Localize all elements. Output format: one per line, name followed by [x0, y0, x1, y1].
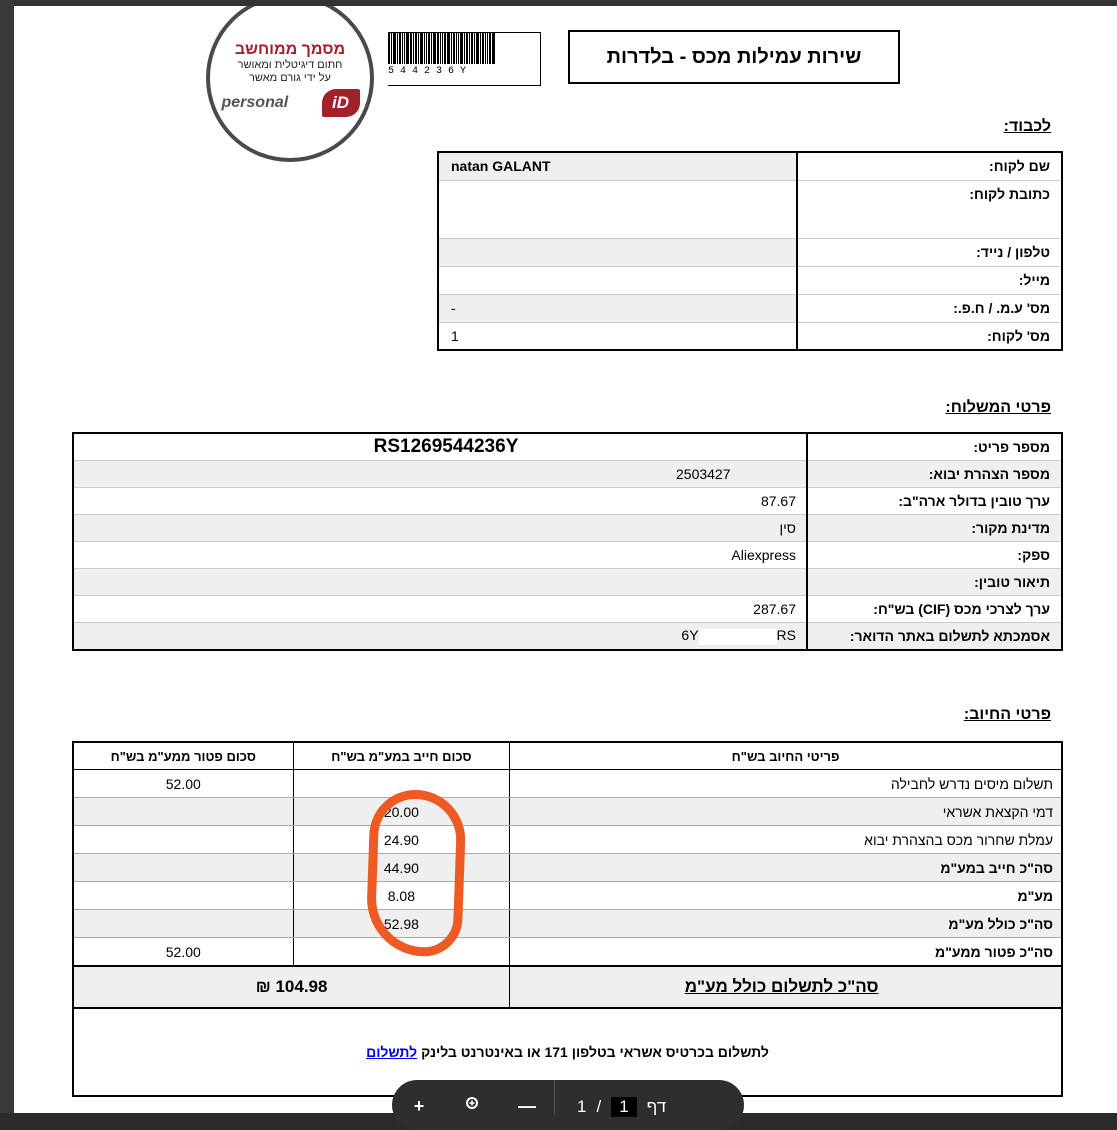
page-indicator — [577, 1080, 666, 1117]
zoom-in-button[interactable]: + — [413, 1096, 425, 1116]
client-label: כתובת לקוח: — [797, 180, 1062, 238]
document-title: שירות עמילות מכס - בלדרות — [568, 30, 900, 84]
pdf-viewer-toolbar — [392, 1080, 744, 1130]
total-label: סה"כ לתשלום כולל מע"מ — [510, 966, 1062, 1008]
shipment-label: מספר הצהרת יבוא: — [807, 461, 1062, 488]
charge-exempt: 52.00 — [73, 938, 293, 967]
charge-exempt — [73, 910, 293, 938]
barcode-number: 544236Y — [388, 66, 473, 77]
shipment-label: ערך טובין בדולר ארה"ב: — [807, 488, 1062, 515]
payment-note-text: לתשלום בכרטיס אשראי בטלפון 171 או באינטרנט בלינק — [421, 1044, 769, 1060]
zoom-out-button[interactable]: — — [518, 1096, 536, 1116]
page-label: דף — [646, 1097, 667, 1116]
client-phone — [438, 238, 797, 266]
shipment-label: מדינת מקור: — [807, 515, 1062, 542]
column-header: סכום חייב במע"מ בש"ח — [293, 742, 510, 770]
total-amount: 104.98 ₪ — [73, 966, 510, 1008]
charge-desc: עמלת שחרור מכס בהצהרת יבוא — [510, 826, 1062, 854]
charge-taxable: 52.98 — [293, 910, 510, 938]
magnifier-icon[interactable] — [446, 1080, 500, 1117]
column-header: פריטי החיוב בש"ח — [510, 742, 1062, 770]
import-declaration: 2503427 — [73, 461, 807, 488]
stamp-title: מסמך ממוחשב — [234, 41, 346, 58]
total-pages: 1 — [611, 1097, 636, 1117]
shipment-label: ערך לצרכי מכס (CIF) בש"ח: — [807, 596, 1062, 623]
charge-exempt — [73, 882, 293, 910]
charge-taxable: 24.90 — [293, 826, 510, 854]
payment-reference: 6Y RS — [73, 623, 807, 651]
current-page[interactable]: 1 — [577, 1097, 587, 1116]
charge-taxable: 44.90 — [293, 854, 510, 882]
barcode-frame — [388, 32, 541, 86]
shipment-label: תיאור טובין: — [807, 569, 1062, 596]
client-heading: לכבוד: — [1003, 118, 1051, 135]
charge-desc: סה"כ חייב במע"מ — [510, 854, 1062, 882]
page-separator: / — [596, 1097, 602, 1116]
column-header: סכום פטור ממע"מ בש"ח — [73, 742, 293, 770]
stamp-line-2: על ידי גורם מאשר — [249, 72, 331, 84]
viewer-left-bar — [0, 0, 14, 1113]
client-label: שם לקוח: — [797, 152, 1062, 180]
charge-desc: סה"כ כולל מע"מ — [510, 910, 1062, 938]
client-address — [438, 180, 797, 238]
supplier: Aliexpress — [73, 542, 807, 569]
charge-desc: מע"מ — [510, 882, 1062, 910]
client-label: מייל: — [797, 266, 1062, 294]
shipment-label: מספר פריט: — [807, 433, 1062, 461]
client-label: מס' ע.מ. / ח.פ.: — [797, 294, 1062, 322]
charge-exempt — [73, 854, 293, 882]
stamp-line-1: חתום דיגיטלית ומאושר — [237, 59, 343, 71]
charge-exempt — [73, 798, 293, 826]
goods-description — [73, 569, 807, 596]
item-number: RS1269544236Y — [73, 433, 807, 461]
charge-taxable: 8.08 — [293, 882, 510, 910]
toolbar-divider — [554, 1080, 555, 1114]
client-label: מס' לקוח: — [797, 322, 1062, 350]
shipment-label: אסמכתא לתשלום באתר הדואר: — [807, 623, 1062, 651]
charge-taxable — [293, 938, 510, 967]
client-number: 1 — [438, 322, 797, 350]
personal-id-logo — [218, 91, 363, 117]
document-page — [14, 6, 1117, 1113]
logo-badge: iD — [322, 89, 360, 117]
client-label: טלפון / נייד: — [797, 238, 1062, 266]
payment-link[interactable]: לתשלום — [366, 1044, 418, 1060]
shipment-table — [72, 432, 1063, 651]
charge-exempt — [73, 826, 293, 854]
charge-heading: פרטי החיוב: — [963, 706, 1051, 723]
client-vat-id: - — [438, 294, 797, 322]
charge-taxable: 20.00 — [293, 798, 510, 826]
logo-text: personal — [221, 94, 289, 111]
usd-value: 87.67 — [73, 488, 807, 515]
charge-exempt: 52.00 — [73, 770, 293, 798]
shipment-heading: פרטי המשלוח: — [945, 399, 1051, 416]
charge-desc: סה"כ פטור ממע"מ — [510, 938, 1062, 967]
charge-table — [72, 741, 1063, 1097]
client-email — [438, 266, 797, 294]
charge-desc: דמי הקצאת אשראי — [510, 798, 1062, 826]
cif-value: 287.67 — [73, 596, 807, 623]
shipment-label: ספק: — [807, 542, 1062, 569]
charge-taxable — [293, 770, 510, 798]
origin-country: סין — [73, 515, 807, 542]
client-table — [437, 151, 1063, 351]
client-name: natan GALANT — [438, 152, 797, 180]
charge-desc: תשלום מיסים נדרש לחבילה — [510, 770, 1062, 798]
digital-signature-stamp — [206, 6, 374, 162]
